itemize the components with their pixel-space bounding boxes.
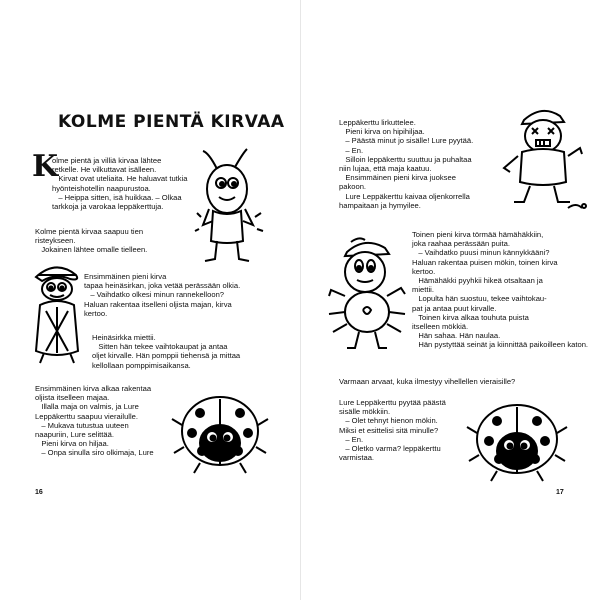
left-paragraph-2: Kolme pientä kirvaa saapuu tien risteykseen. Jokainen lähtee omalle tielleen. <box>35 227 148 255</box>
left-paragraph-3: Ensimmäinen pieni kirva tapaa heinäsirkan, joka vetää perässään olkia. – Vaihdatko olkesi minun rannekelloon? Haluan rakentaa itselleni oljista majan, kirva kertoo. <box>84 272 241 318</box>
left-paragraph-1: olme pientä ja villiä kirvaa lähtee retkelle. He vilkuttavat isälleen. Kirvat ovat uteliaita. He haluavat tutkia hyönteishotellin naapurustoa. – Heippa sitten, isä huikkaa. – Olkaa tarkkoja ja varokaa leppäkerttuja. <box>52 156 188 212</box>
ladybug-illustration-2 <box>465 393 570 483</box>
left-paragraph-4: Heinäsirkka miettii. Sitten hän tekee vaihtokaupat ja antaa oljet kirvalle. Hän pomppii tiehensä ja mittaa kellollaan pomppimisaikansa. <box>92 333 241 370</box>
page-number-left: 16 <box>35 489 43 496</box>
page-number-right: 17 <box>556 489 564 496</box>
aphid-cap-illustration <box>498 98 588 218</box>
book-spine <box>300 0 301 600</box>
right-paragraph-1: Leppäkerttu lirkuttelee. Pieni kirva on hipihiljaa. – Päästä minut jo sisälle! Lure pyytää. – En. Silloin leppäkerttu suuttuu ja puhaltaa niin lujaa, että maja kaatuu. Ensimmäinen pieni kirva juoksee pakoon. Lure Leppäkerttu kaivaa oljenkorrella hampaitaan ja hymyilee. <box>339 118 474 210</box>
right-paragraph-4: Lure Leppäkerttu pyytää päästä sisälle mökkiin. – Olet tehnyt hienon mökin. Miksi et esittelisi sitä minulle? – En. – Oletko varma? leppäkerttu varmistaa. <box>339 398 446 463</box>
right-paragraph-3: Varmaan arvaat, kuka ilmestyy vihellellen vieraisille? <box>339 377 516 386</box>
grasshopper-illustration <box>30 255 85 365</box>
right-paragraph-2: Toinen pieni kirva törmää hämähäkkiin, joka raahaa perässään puita. – Vaihdatko puusi minun kännykkääni? Haluan rakentaa puisen mökin, toinen kirva kertoo. Hämähäkki pyyhkii hikeä otsaltaan ja miettii. Lopulta hän suostuu, tekee vaihtokau- pat ja antaa puut kirvalle. Toinen kirva alkaa touhuta puista itselleen mökkiä. Hän sahaa. Hän naulaa. Hän pystyttää seinät ja kiinnittää paikoilleen katon. <box>412 230 589 350</box>
left-paragraph-5: Ensimmäinen kirva alkaa rakentaa oljista itselleen majaa. Illalla maja on valmis, ja Lure Leppäkerttu saapuu vierailulle. – Mukava tutustua uuteen naapuriin, Lure selittää. Pieni kirva on hiljaa. – Onpa sinulla siro olkimaja, Lure <box>35 384 154 458</box>
spider-illustration <box>325 232 410 352</box>
drop-cap: K <box>32 149 59 184</box>
ladybug-illustration <box>170 385 270 475</box>
aphid-illustration <box>195 147 265 267</box>
story-title: KOLME PIENTÄ KIRVAA <box>58 112 285 132</box>
